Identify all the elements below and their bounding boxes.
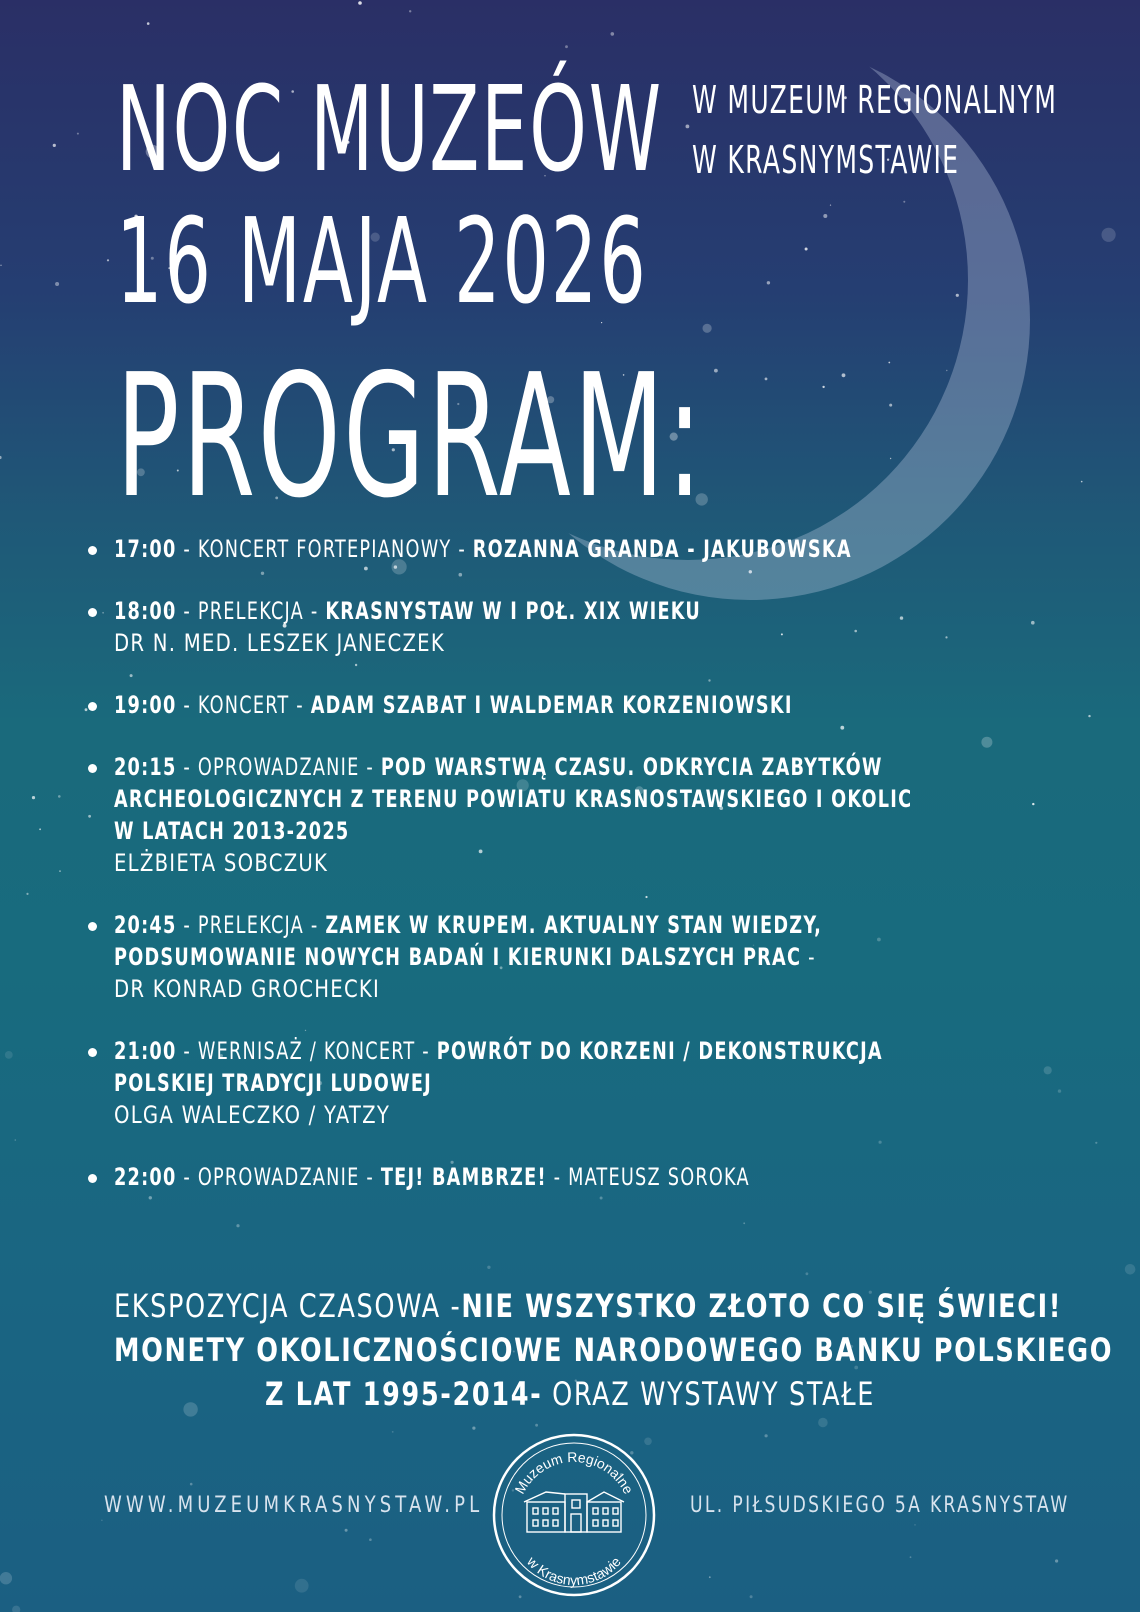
star bbox=[709, 1576, 711, 1578]
program-title-cont: W LATACH 2013-2025 bbox=[114, 817, 350, 845]
star bbox=[409, 10, 411, 12]
star bbox=[59, 870, 61, 872]
program-presenter: DR N. MED. LESZEK JANECZEK bbox=[114, 629, 445, 657]
program-type: - PRELEKCJA - bbox=[176, 597, 326, 625]
program-presenter: ELŻBIETA SOBCZUK bbox=[114, 849, 329, 877]
star bbox=[147, 22, 150, 25]
star bbox=[535, 1424, 538, 1427]
star bbox=[1095, 1142, 1097, 1144]
star bbox=[565, 45, 568, 48]
star bbox=[107, 259, 109, 261]
program-item bbox=[88, 689, 1088, 721]
star bbox=[765, 1434, 768, 1437]
program-type: - WERNISAŻ / KONCERT - bbox=[176, 1037, 437, 1065]
star bbox=[750, 1595, 753, 1598]
temporary-exhibition bbox=[0, 1284, 1140, 1416]
program-title: ADAM SZABAT I WALDEMAR KORZENIOWSKI bbox=[310, 691, 793, 719]
star bbox=[806, 1272, 809, 1275]
program-time: 20:45 bbox=[114, 911, 177, 939]
svg-text:w Krasnymstawie bbox=[523, 1553, 624, 1589]
star bbox=[1055, 1559, 1058, 1562]
star bbox=[58, 795, 61, 798]
star bbox=[369, 1538, 372, 1541]
star bbox=[358, 1, 362, 5]
program-separator: - bbox=[801, 943, 816, 971]
museum-name-line2: W KRASNYMSTAWIE bbox=[692, 138, 960, 182]
program-type: - PRELEKCJA - bbox=[176, 911, 326, 939]
star bbox=[12, 1606, 20, 1612]
program-time: 18:00 bbox=[114, 597, 177, 625]
program-item bbox=[88, 533, 1088, 565]
exhibition-title: NIE WSZYSTKO ZŁOTO CO SIĘ ŚWIECI! bbox=[461, 1287, 1062, 1325]
star bbox=[0, 265, 1, 266]
event-title: NOC MUZEÓW bbox=[116, 60, 663, 198]
exhibition-prefix: EKSPOZYCJA CZASOWA - bbox=[114, 1287, 462, 1325]
program-type: - OPROWADZANIE - bbox=[176, 753, 381, 781]
program-type: - OPROWADZANIE - bbox=[176, 1163, 381, 1191]
star bbox=[1125, 1264, 1136, 1275]
program-time: 17:00 bbox=[114, 535, 177, 563]
museum-logo bbox=[491, 1432, 657, 1598]
star bbox=[32, 796, 35, 799]
museum-address: UL. PIŁSUDSKIEGO 5A KRASNYSTAW bbox=[690, 1493, 1070, 1518]
logo-text-top: Muzeum Regionalne bbox=[511, 1448, 637, 1497]
exhibition-suffix: ORAZ WYSTAWY STAŁE bbox=[542, 1375, 875, 1413]
star bbox=[5, 1051, 13, 1059]
program-title-cont: POLSKIEJ TRADYCJI LUDOWEJ bbox=[114, 1069, 432, 1097]
star bbox=[743, 1222, 745, 1224]
star bbox=[914, 1524, 915, 1525]
star bbox=[0, 1572, 12, 1584]
star bbox=[190, 1483, 193, 1486]
exhibition-years: Z LAT 1995-2014- bbox=[265, 1375, 543, 1413]
star bbox=[818, 1418, 828, 1428]
star bbox=[236, 1224, 239, 1227]
program-title: POD WARSTWĄ CZASU. ODKRYCIA ZABYTKÓW bbox=[380, 753, 883, 781]
program-title-cont: ARCHEOLOGICZNYCH Z TERENU POWIATU KRASNOSTAWSKIEGO I OKOLIC bbox=[114, 785, 913, 813]
star bbox=[53, 144, 56, 147]
star bbox=[1102, 228, 1116, 242]
star bbox=[39, 828, 41, 830]
program-presenter: DR KONRAD GROCHECKI bbox=[114, 975, 381, 1003]
program-time: 22:00 bbox=[114, 1163, 177, 1191]
program-type: - KONCERT - bbox=[176, 691, 311, 719]
program-item bbox=[88, 1161, 1088, 1193]
program-item bbox=[88, 751, 1088, 879]
program-title: POWRÓT DO KORZENI / DEKONSTRUKCJA bbox=[436, 1037, 883, 1065]
program-title: KRASNYSTAW W I POŁ. XIX WIEKU bbox=[325, 597, 701, 625]
program-time: 20:15 bbox=[114, 753, 177, 781]
star bbox=[345, 1529, 348, 1532]
star bbox=[55, 282, 59, 286]
program-title: ZAMEK W KRUPEM. AKTUALNY STAN WIEDZY, bbox=[325, 911, 823, 939]
program-title: ROZANNA GRANDA - JAKUBOWSKA bbox=[472, 535, 852, 563]
star bbox=[487, 1266, 490, 1269]
program-time: 21:00 bbox=[114, 1037, 177, 1065]
museum-name bbox=[692, 70, 1057, 190]
program-presenter: - MATEUSZ SOROKA bbox=[546, 1163, 750, 1191]
museum-name-line1: W MUZEUM REGIONALNYM bbox=[692, 78, 1058, 122]
museum-building-icon bbox=[524, 1492, 624, 1532]
program-title-cont: PODSUMOWANIE NOWYCH BADAŃ I KIERUNKI DALSZYCH PRAC bbox=[114, 943, 802, 971]
star bbox=[472, 1427, 475, 1430]
program-title: TEJ! BAMBRZE! bbox=[380, 1163, 547, 1191]
program-item bbox=[88, 595, 1088, 659]
star bbox=[149, 1196, 152, 1199]
event-date: 16 MAJA 2026 bbox=[116, 192, 648, 330]
star bbox=[77, 133, 79, 135]
svg-text:Muzeum Regionalne bbox=[511, 1449, 636, 1497]
program-list bbox=[88, 533, 1088, 1193]
program-heading: PROGRAM: bbox=[116, 338, 705, 536]
star bbox=[0, 456, 2, 459]
star bbox=[101, 1520, 102, 1521]
star bbox=[611, 32, 615, 36]
star bbox=[85, 708, 88, 711]
star bbox=[295, 1579, 309, 1593]
star bbox=[910, 1556, 912, 1558]
program-item bbox=[88, 1035, 1088, 1131]
star bbox=[15, 1139, 17, 1141]
logo-text-bottom: w Krasnymstawie bbox=[524, 1553, 624, 1589]
exhibition-subtitle: MONETY OKOLICZNOŚCIOWE NARODOWEGO BANKU POLSKIEGO bbox=[114, 1331, 1114, 1369]
star bbox=[1081, 481, 1083, 483]
star bbox=[392, 1431, 394, 1433]
program-item bbox=[88, 909, 1088, 1005]
star bbox=[600, 1197, 603, 1200]
program-time: 19:00 bbox=[114, 691, 177, 719]
star bbox=[26, 893, 28, 895]
program-type: - KONCERT FORTEPIANOWY - bbox=[176, 535, 473, 563]
website-link[interactable]: WWW.MUZEUMKRASNYSTAW.PL bbox=[104, 1493, 484, 1518]
program-presenter: OLGA WALECZKO / YATZY bbox=[114, 1101, 391, 1129]
